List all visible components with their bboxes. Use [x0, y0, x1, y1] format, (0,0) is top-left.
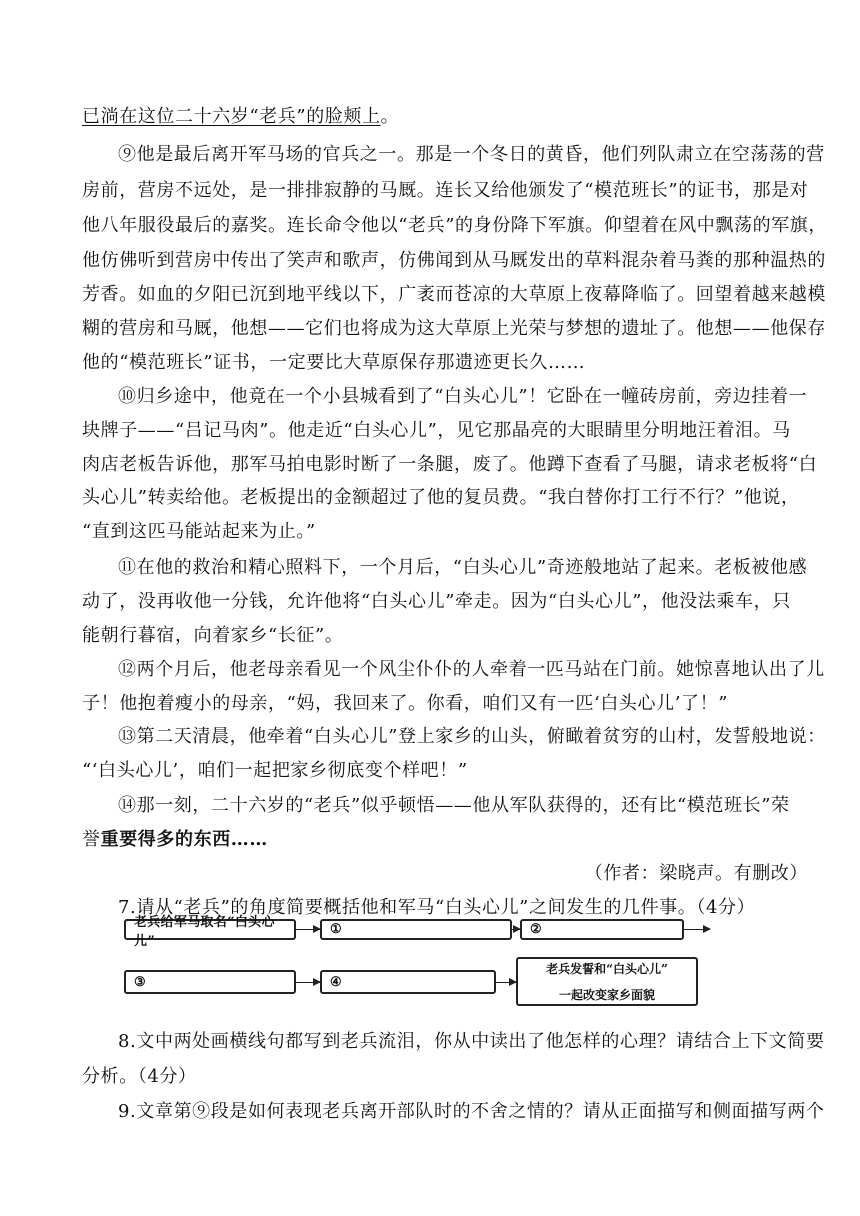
para-10-line-5: “直到这匹马能站起来为止。” — [82, 521, 316, 542]
para-9-line-5: 芳香。如血的夕阳已沉到地平线以下，广袤而苍凉的大草原上夜幕降临了。回望着越来越模 — [82, 284, 826, 305]
para-9-line-3: 他八年服役最后的嘉奖。连长命令他以“老兵”的身份降下军旗。仰望着在风中飘荡的军旗， — [82, 215, 827, 236]
flow-box-2[interactable] — [520, 919, 684, 940]
question-9-line-1: 9.文章第⑨段是如何表现老兵离开部队时的不舍之情的？请从正面描写和侧面描写两个 — [118, 1101, 825, 1122]
para-12-line-1: ⑫两个月后，他老母亲看见一个风尘仆仆的人牵着一匹马站在门前。她惊喜地认出了儿 — [118, 659, 825, 680]
flow-arrow-1 — [296, 929, 320, 930]
para-10-line-3: 肉店老板告诉他，那军马拍电影时断了一条腿，废了。他蹲下查看了马腿，请求老板将“白 — [82, 454, 818, 475]
source-note: （作者：梁晓声。有删改） — [584, 863, 808, 884]
para-9-line-4: 他仿佛听到营房中传出了笑声和歌声，仿佛闻到从马厩发出的草料混杂着马粪的那种温热的 — [82, 250, 826, 271]
para-9-line-7: 他的“模范班长”证书，一定要比大草原保存那遗迹更长久…… — [82, 352, 586, 373]
para-9-line-2: 房前，营房不远处，是一排排寂静的马厩。连长又给他颁发了“模范班长”的证书，那是对 — [82, 180, 809, 201]
flow-box-start-label: 老兵给军马取名“白头心儿” — [134, 914, 275, 949]
para-11-line-3: 能朝行暮宿，向着家乡“长征”。 — [82, 625, 344, 646]
para-11-line-1: ⑪在他的救治和精心照料下，一个月后，“白头心儿”奇迹般地站了起来。老板被他感 — [118, 557, 808, 578]
para-14-line-2 — [82, 829, 782, 851]
flow-arrow-3 — [684, 929, 710, 930]
flow-box-2-label: ② — [530, 922, 542, 937]
para-9-line-1: ⑨他是最后离开军马场的官兵之一。那是一个冬日的黄昏，他们列队肃立在空荡荡的营 — [118, 144, 825, 165]
flow-box-3[interactable] — [124, 970, 296, 994]
question-8-line-2: 分析。（4分） — [82, 1066, 197, 1087]
period: 。 — [380, 106, 400, 127]
para-13-line-2: “‘白头心儿’，咱们一起把家乡彻底变个样吧！” — [82, 760, 468, 781]
para-10-line-4: 头心儿”转卖给他。老板提出的金额超过了他的复员费。“我白替你打工行不行？”他说， — [82, 487, 800, 508]
flow-box-4-label: ④ — [330, 974, 342, 990]
para-13-line-1: ⑬第二天清晨，他牵着“白头心儿”登上家乡的山头，俯瞰着贫穷的山村，发誓般地说： — [118, 726, 826, 747]
flow-box-end-line-1: 老兵发誓和“白头心儿” — [546, 961, 668, 976]
flow-box-4[interactable] — [320, 970, 496, 994]
flow-box-3-label: ③ — [134, 974, 146, 990]
para-14-line-1: ⑭那一刻，二十六岁的“老兵”似乎顿悟——他从军队获得的，还有比“模范班长”荣 — [118, 795, 790, 816]
passage-line-0 — [82, 106, 782, 128]
para-14-text: 誉 — [82, 829, 101, 850]
flow-box-1-label: ① — [330, 922, 342, 937]
para-9-line-6: 糊的营房和马厩，他想——它们也将成为这大草原上光荣与梦想的遗址了。他想——他保存 — [82, 318, 826, 339]
flow-arrow-5 — [496, 982, 516, 983]
question-8-line-1: 8.文中两处画横线句都写到老兵流泪，你从中读出了他怎样的心理？请结合上下文简要 — [118, 1031, 825, 1052]
para-14-bold-text: 重要得多的东西…… — [100, 829, 269, 850]
question-7: 7.请从“老兵”的角度简要概括他和军马“白头心儿”之间发生的几件事。（4分） — [118, 897, 756, 918]
para-10-line-1: ⑩归乡途中，他竟在一个小县城看到了“白头心儿”！它卧在一幢砖房前，旁边挂着一 — [118, 386, 808, 407]
para-12-line-2: 子！他抱着瘦小的母亲，“妈，我回来了。你看，咱们又有一匹‘白头心儿’了！” — [82, 693, 729, 714]
flow-box-end — [516, 957, 698, 1006]
para-10-line-2: 块牌子——“吕记马肉”。他走近“白头心儿”，见它那晶亮的大眼睛里分明地汪着泪。马 — [82, 420, 791, 441]
flow-box-end-line-2: 一起改变家乡面貌 — [558, 987, 655, 1002]
flow-box-start — [124, 914, 296, 949]
para-11-line-2: 动了，没再收他一分钱，允许他将“白头心儿”牵走。因为“白头心儿”，他没法乘车，只 — [82, 591, 791, 612]
underlined-sentence: 已淌在这位二十六岁“老兵”的脸颊上 — [82, 106, 381, 127]
flow-arrow-4 — [296, 982, 320, 983]
flow-arrow-2 — [512, 929, 520, 930]
flow-box-1[interactable] — [320, 919, 512, 940]
